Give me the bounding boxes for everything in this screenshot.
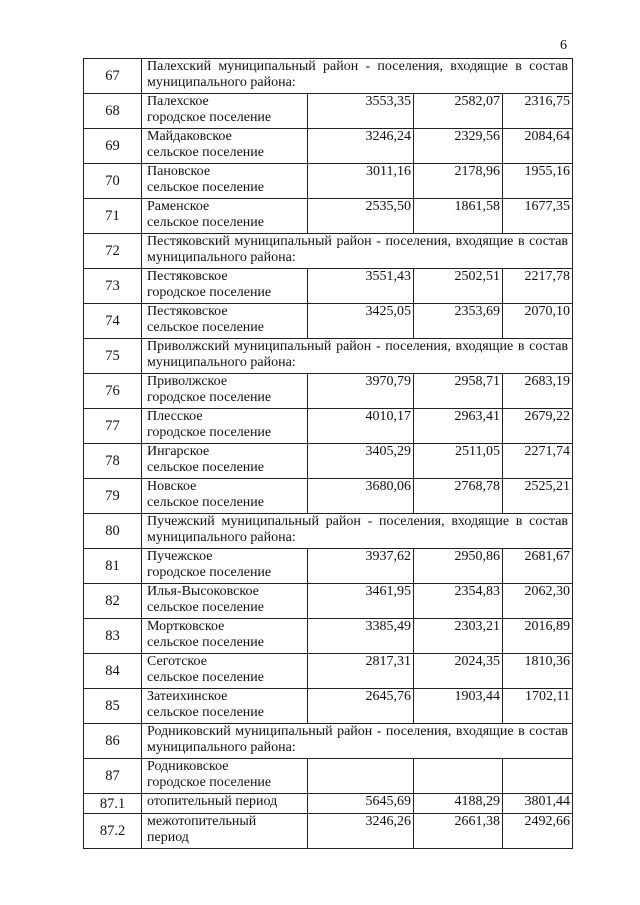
- tariff-value-3: 1702,11: [503, 689, 573, 724]
- tariff-value-1: 3011,16: [308, 164, 414, 199]
- row-number: 68: [84, 94, 142, 129]
- tariff-value-2: 2511,05: [414, 444, 503, 479]
- tariff-value-3: 2681,67: [503, 549, 573, 584]
- settlement-name: [142, 584, 308, 619]
- table-row: [84, 374, 573, 409]
- row-number: 74: [84, 304, 142, 339]
- settlement-name-line1: Майдаковское: [147, 129, 232, 144]
- table-row: [84, 619, 573, 654]
- tariff-value-3: 1955,16: [503, 164, 573, 199]
- table-row: [84, 444, 573, 479]
- settlement-name-line1: Пучежское: [147, 549, 213, 564]
- row-number: 67: [84, 59, 142, 94]
- settlement-name-line2: сельское поселение: [147, 635, 264, 650]
- settlement-name-line2: городское поселение: [147, 425, 272, 440]
- settlement-name-line1: Палехское: [147, 94, 209, 109]
- settlement-name-line2: городское поселение: [147, 565, 272, 580]
- settlement-name: [142, 549, 308, 584]
- tariff-value-1: 2535,50: [308, 199, 414, 234]
- tariff-value-1: [308, 759, 414, 794]
- district-heading: Пестяковский муниципальный район - поселения, входящие в состав муниципального района:: [142, 234, 573, 269]
- settlement-name: [142, 654, 308, 689]
- row-number: 70: [84, 164, 142, 199]
- settlement-name-line2: сельское поселение: [147, 145, 264, 160]
- settlement-name-line1: Илья-Высоковское: [147, 584, 259, 599]
- row-number: 81: [84, 549, 142, 584]
- tariff-value-3: 2070,10: [503, 304, 573, 339]
- tariff-value-1: 3385,49: [308, 619, 414, 654]
- tariff-value-2: 2582,07: [414, 94, 503, 129]
- row-number: 87.1: [84, 794, 142, 814]
- settlement-name-line1: Затеихинское: [147, 689, 228, 704]
- tariff-value-1: 2645,76: [308, 689, 414, 724]
- settlement-name-line2: сельское поселение: [147, 705, 264, 720]
- tariff-value-2: [414, 759, 503, 794]
- settlement-name-line2: сельское поселение: [147, 215, 264, 230]
- row-number: 76: [84, 374, 142, 409]
- tariff-value-1: 3551,43: [308, 269, 414, 304]
- tariff-value-3: 2316,75: [503, 94, 573, 129]
- tariff-value-2: 2958,71: [414, 374, 503, 409]
- settlement-name: [142, 199, 308, 234]
- settlement-name-line2: сельское поселение: [147, 600, 264, 615]
- row-number: 84: [84, 654, 142, 689]
- tariff-value-2: 1903,44: [414, 689, 503, 724]
- settlement-name-line2: сельское поселение: [147, 320, 264, 335]
- tariff-value-3: 2217,78: [503, 269, 573, 304]
- tariff-value-3: 2084,64: [503, 129, 573, 164]
- table-row: [84, 129, 573, 164]
- table-row: [84, 199, 573, 234]
- settlement-name-line1: Раменское: [147, 199, 210, 214]
- table-row: [84, 409, 573, 444]
- tariff-value-2: 2353,69: [414, 304, 503, 339]
- settlement-name: [142, 759, 308, 794]
- settlement-name-line2: сельское поселение: [147, 495, 264, 510]
- row-number: 87: [84, 759, 142, 794]
- tariff-value-3: 2016,89: [503, 619, 573, 654]
- row-number: 78: [84, 444, 142, 479]
- tariff-value-3: 2492,66: [503, 814, 573, 849]
- settlement-name-line2: сельское поселение: [147, 180, 264, 195]
- settlement-name: [142, 164, 308, 199]
- table-row: [84, 304, 573, 339]
- settlement-name: [142, 94, 308, 129]
- tariff-value-2: 2661,38: [414, 814, 503, 849]
- tariff-value-3: 1810,36: [503, 654, 573, 689]
- row-number: 69: [84, 129, 142, 164]
- settlement-name-line1: Пестяковское: [147, 269, 228, 284]
- settlement-name-line2: сельское поселение: [147, 460, 264, 475]
- table-row: [84, 549, 573, 584]
- row-number: 83: [84, 619, 142, 654]
- settlement-name: [142, 444, 308, 479]
- tariff-value-3: 1677,35: [503, 199, 573, 234]
- tariff-value-1: 5645,69: [308, 794, 414, 814]
- settlement-name: [142, 409, 308, 444]
- table-row: [84, 269, 573, 304]
- tariff-value-3: 2683,19: [503, 374, 573, 409]
- table-row: [84, 794, 573, 814]
- tariff-value-2: 2329,56: [414, 129, 503, 164]
- row-number: 72: [84, 234, 142, 269]
- tariff-value-2: 2963,41: [414, 409, 503, 444]
- tariff-value-1: 3405,29: [308, 444, 414, 479]
- tariff-value-1: 3553,35: [308, 94, 414, 129]
- row-number: 75: [84, 339, 142, 374]
- settlement-name: [142, 814, 308, 849]
- tariff-value-2: 4188,29: [414, 794, 503, 814]
- tariff-value-1: 3246,24: [308, 129, 414, 164]
- tariff-value-2: 2950,86: [414, 549, 503, 584]
- settlement-name: [142, 374, 308, 409]
- settlement-name: [142, 129, 308, 164]
- row-number: 86: [84, 724, 142, 759]
- district-heading: Приволжский муниципальный район - поселения, входящие в состав муниципального района:: [142, 339, 573, 374]
- table-row: [84, 479, 573, 514]
- table-row: [84, 689, 573, 724]
- district-row: [84, 234, 573, 269]
- table-row: [84, 584, 573, 619]
- settlement-name-line1: Сеготское: [147, 654, 207, 669]
- district-heading: Пучежский муниципальный район - поселения, входящие в состав муниципального района:: [142, 514, 573, 549]
- tariff-value-2: 2303,21: [414, 619, 503, 654]
- district-row: [84, 724, 573, 759]
- settlement-name: [142, 269, 308, 304]
- tariff-value-3: 2679,22: [503, 409, 573, 444]
- settlement-name-line2: период: [147, 830, 189, 845]
- tariff-value-3: 2062,30: [503, 584, 573, 619]
- tariff-value-2: 2502,51: [414, 269, 503, 304]
- district-row: [84, 339, 573, 374]
- tariff-value-1: 3425,05: [308, 304, 414, 339]
- tariff-value-2: 2024,35: [414, 654, 503, 689]
- table-row: [84, 164, 573, 199]
- row-number: 85: [84, 689, 142, 724]
- tariff-value-1: 3461,95: [308, 584, 414, 619]
- settlement-name-line2: городское поселение: [147, 775, 272, 790]
- row-number: 87.2: [84, 814, 142, 849]
- settlement-name: [142, 689, 308, 724]
- district-heading: Палехский муниципальный район - поселения, входящие в состав муниципального района:: [142, 59, 573, 94]
- row-number: 80: [84, 514, 142, 549]
- settlement-name-line2: городское поселение: [147, 390, 272, 405]
- table-row: [84, 759, 573, 794]
- settlement-name-line1: Ингарское: [147, 444, 210, 459]
- settlement-name: [142, 794, 308, 814]
- tariff-value-3: [503, 759, 573, 794]
- page-number: 6: [560, 38, 567, 53]
- settlement-name: [142, 619, 308, 654]
- tariff-value-2: 2354,83: [414, 584, 503, 619]
- district-row: [84, 514, 573, 549]
- settlement-name-line1: Пестяковское: [147, 304, 228, 319]
- tariff-value-3: 2525,21: [503, 479, 573, 514]
- tariff-value-1: 2817,31: [308, 654, 414, 689]
- tariff-value-1: 4010,17: [308, 409, 414, 444]
- settlement-name-line2: городское поселение: [147, 285, 272, 300]
- table-row: [84, 94, 573, 129]
- tariff-value-1: 3937,62: [308, 549, 414, 584]
- tariff-value-1: 3680,06: [308, 479, 414, 514]
- settlement-name-line2: сельское поселение: [147, 670, 264, 685]
- tariff-value-2: 2178,96: [414, 164, 503, 199]
- table-row: [84, 654, 573, 689]
- tariff-value-1: 3970,79: [308, 374, 414, 409]
- settlement-name-line1: Плесское: [147, 409, 203, 424]
- settlement-name-line1: Новское: [147, 479, 197, 494]
- settlement-name: [142, 304, 308, 339]
- settlement-name-line1: Мортковское: [147, 619, 225, 634]
- tariff-value-2: 2768,78: [414, 479, 503, 514]
- settlement-name-line2: городское поселение: [147, 110, 272, 125]
- row-number: 73: [84, 269, 142, 304]
- tariff-value-1: 3246,26: [308, 814, 414, 849]
- settlement-name-line1: межотопительный: [147, 814, 257, 829]
- district-row: [84, 59, 573, 94]
- settlement-name-line1: отопительный период: [147, 794, 278, 809]
- tariff-value-2: 1861,58: [414, 199, 503, 234]
- tariff-value-3: 2271,74: [503, 444, 573, 479]
- row-number: 82: [84, 584, 142, 619]
- district-heading: Родниковский муниципальный район - поселения, входящие в состав муниципального района:: [142, 724, 573, 759]
- tariff-table: [83, 58, 573, 849]
- row-number: 71: [84, 199, 142, 234]
- settlement-name-line1: Пановское: [147, 164, 211, 179]
- settlement-name-line1: Родниковское: [147, 759, 229, 774]
- row-number: 77: [84, 409, 142, 444]
- row-number: 79: [84, 479, 142, 514]
- tariff-value-3: 3801,44: [503, 794, 573, 814]
- table-row: [84, 814, 573, 849]
- settlement-name: [142, 479, 308, 514]
- settlement-name-line1: Приволжское: [147, 374, 228, 389]
